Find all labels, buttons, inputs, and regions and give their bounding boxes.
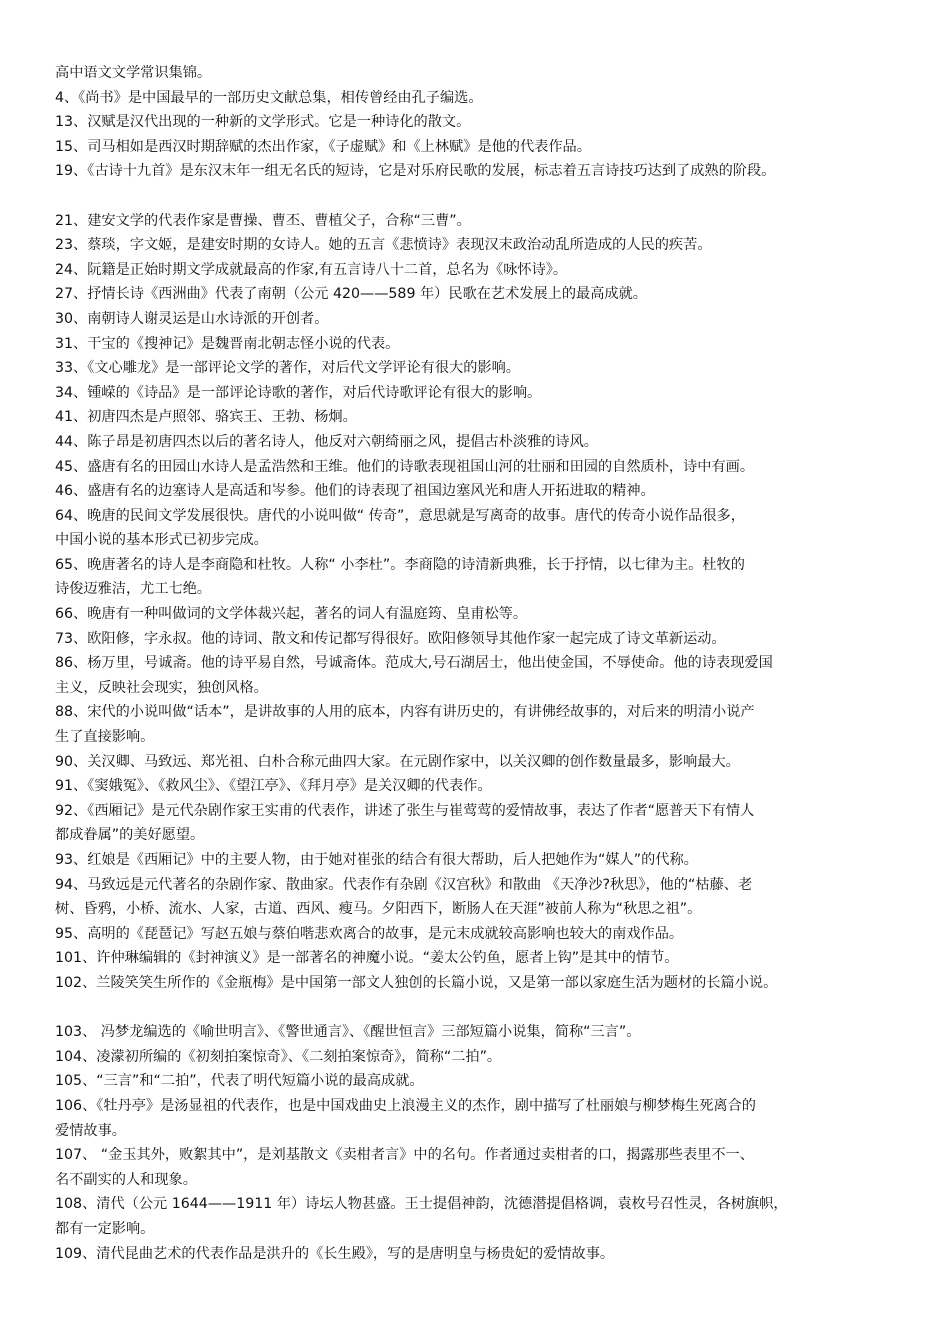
text-line: 30、南朝诗人谢灵运是山水诗派的开创者。 (55, 310, 329, 327)
text-line: 27、抒情长诗《西洲曲》代表了南朝（公元 420——589 年）民歌在艺术发展上的最高成就。 (55, 286, 647, 303)
text-line: 31、干宝的《搜神记》是魏晋南北朝志怪小说的代表。 (55, 335, 400, 352)
text-line: 主义，反映社会现实，独创风格。 (55, 679, 268, 696)
text-line: 107、 “金玉其外，败絮其中”，是刘基散文《卖柑者言》中的名句。作者通过卖柑者的口，揭露那些表里不一、 (55, 1147, 754, 1164)
list-item (55, 405, 940, 430)
list-item (55, 233, 940, 258)
list-item (55, 971, 940, 996)
text-line: 33、《文心雕龙》是一部评论文学的著作，对后代文学评论有很大的影响。 (55, 360, 520, 377)
list-item (55, 479, 940, 504)
list-item (55, 110, 940, 135)
list-item (55, 799, 940, 848)
blank-line (55, 996, 940, 1021)
list-item (55, 602, 940, 627)
text-line: 19、《古诗十九首》是东汉末年一组无名氏的短诗，它是对乐府民歌的发展，标志着五言诗技巧达到了成熟的阶段。 (55, 163, 776, 180)
text-line: 34、锺嵘的《诗品》是一部评论诗歌的著作，对后代诗歌评论有很大的影响。 (55, 384, 542, 401)
text-line: 105、“三言”和“二拍”，代表了明代短篇小说的最高成就。 (55, 1073, 424, 1090)
text-line: 45、盛唐有名的田园山水诗人是孟浩然和王维。他们的诗歌表现祖国山河的壮丽和田园的自然质朴，诗中有画。 (55, 458, 755, 475)
list-item (55, 356, 940, 381)
text-line: 104、凌濛初所编的《初刻拍案惊奇》、《二刻拍案惊奇》，简称“二拍”。 (55, 1048, 502, 1065)
text-line: 15、司马相如是西汉时期辞赋的杰出作家，《子虚赋》和《上林赋》是他的代表作品。 (55, 138, 591, 155)
list-item (55, 750, 940, 775)
text-line: 94、马致远是元代著名的杂剧作家、散曲家。代表作有杂剧《汉宫秋》和散曲 《天净沙?秋思》，他的“枯藤、老 (55, 876, 753, 893)
list-item (55, 922, 940, 947)
list-item (55, 86, 940, 111)
list-item (55, 1020, 940, 1045)
text-line: 108、清代（公元 1644——1911 年）诗坛人物甚盛。王士提倡神韵，沈德潜提倡格调，袁枚号召性灵，各树旗帜， (55, 1196, 788, 1213)
list-item (55, 307, 940, 332)
list-item (55, 553, 940, 602)
text-line: 23、蔡琰，字文姬，是建安时期的女诗人。她的五言《悲愤诗》表现汉末政治动乱所造成的人民的疾苦。 (55, 237, 712, 254)
list-item (55, 1069, 940, 1094)
list-item (55, 1242, 940, 1267)
list-item (55, 848, 940, 873)
text-line: 46、盛唐有名的边塞诗人是高适和岑参。他们的诗表现了祖国边塞风光和唐人开拓进取的精神。 (55, 483, 655, 500)
list-item (55, 332, 940, 357)
text-line: 13、汉赋是汉代出现的一种新的文学形式。它是一种诗化的散文。 (55, 114, 471, 131)
text-line: 树、昏鸦，小桥、流水、人家，古道、西风、瘦马。夕阳西下，断肠人在天涯”被前人称为“秋思之祖”。 (55, 901, 702, 918)
text-line: 爱情故事。 (55, 1122, 126, 1139)
text-line: 生了直接影响。 (55, 729, 155, 746)
list-item (55, 1192, 940, 1241)
list-item (55, 627, 940, 652)
text-line: 65、晚唐著名的诗人是李商隐和杜牧。人称“ 小李杜”。李商隐的诗清新典雅，长于抒情，以七律为主。杜牧的 (55, 556, 745, 573)
text-line: 73、欧阳修，字永叔。他的诗词、散文和传记都写得很好。欧阳修领导其他作家一起完成了诗文革新运动。 (55, 630, 726, 647)
list-item (55, 282, 940, 307)
list-item (55, 209, 940, 234)
text-line: 中国小说的基本形式已初步完成。 (55, 532, 268, 549)
list-item (55, 1143, 940, 1192)
document-body (55, 61, 940, 1266)
text-line: 103、 冯梦龙编选的《喻世明言》、《警世通言》、《醒世恒言》三部短篇小说集，简称“三言”。 (55, 1024, 641, 1041)
list-item (55, 455, 940, 480)
text-line: 4、《尚书》是中国最早的一部历史文献总集，相传曾经由孔子编选。 (55, 89, 483, 106)
list-item (55, 873, 940, 922)
list-item (55, 504, 940, 553)
text-line: 102、兰陵笑笑生所作的《金瓶梅》是中国第一部文人独创的长篇小说，又是第一部以家庭生活为题材的长篇小说。 (55, 974, 778, 991)
text-line: 名不副实的人和现象。 (55, 1171, 197, 1188)
list-item (55, 159, 940, 184)
blank-line (55, 184, 940, 209)
list-item (55, 651, 940, 700)
list-item (55, 135, 940, 160)
list-item (55, 258, 940, 283)
text-line: 21、建安文学的代表作家是曹操、曹丕、曹植父子，合称“三曹”。 (55, 212, 471, 229)
list-item (55, 1094, 940, 1143)
text-line: 106、《牡丹亭》是汤显祖的代表作，也是中国戏曲史上浪漫主义的杰作，剧中描写了杜丽娘与柳梦梅生死离合的 (55, 1097, 756, 1114)
text-line: 66、晚唐有一种叫做词的文学体裁兴起，著名的词人有温庭筠、皇甫松等。 (55, 606, 528, 623)
text-line: 86、杨万里，号诚斋。他的诗平易自然，号诚斋体。范成大,号石湖居士，他出使金国，不辱使命。他的诗表现爱国 (55, 655, 773, 672)
list-item (55, 1045, 940, 1070)
text-line: 88、宋代的小说叫做“话本”，是讲故事的人用的底本，内容有讲历史的，有讲佛经故事的，对后来的明清小说产 (55, 704, 755, 721)
text-line: 44、陈子昂是初唐四杰以后的著名诗人，他反对六朝绮丽之风，提倡古朴淡雅的诗风。 (55, 433, 598, 450)
text-line: 64、晚唐的民间文学发展很快。唐代的小说叫做“ 传奇”，意思就是写离奇的故事。唐代的传奇小说作品很多， (55, 507, 745, 524)
list-item (55, 946, 940, 971)
text-line: 95、高明的《琵琶记》写赵五娘与蔡伯喈悲欢离合的故事，是元末成就较高影响也较大的南戏作品。 (55, 925, 684, 942)
list-item (55, 774, 940, 799)
text-line: 91、《窦娥冤》、《救风尘》、《望江亭》、《拜月亭》是关汉卿的代表作。 (55, 778, 492, 795)
text-line: 93、红娘是《西厢记》中的主要人物，由于她对崔张的结合有很大帮助，后人把她作为“媒人”的代称。 (55, 852, 698, 868)
text-line: 90、关汉卿、马致远、郑光祖、白朴合称元曲四大家。在元剧作家中，以关汉卿的创作数量最多，影响最大。 (55, 753, 740, 770)
text-line: 24、阮籍是正始时期文学成就最高的作家,有五言诗八十二首，总名为《咏怀诗》。 (55, 261, 568, 278)
text-line: 都成眷属”的美好愿望。 (55, 827, 205, 844)
list-item (55, 700, 940, 749)
text-line: 101、许仲琳编辑的《封神演义》是一部著名的神魔小说。“姜太公钓鱼，愿者上钩”是其中的情节。 (55, 950, 679, 967)
text-line: 诗俊迈雅洁，尤工七绝。 (55, 581, 212, 598)
text-line: 都有一定影响。 (55, 1220, 155, 1237)
text-line: 92、《西厢记》是元代杂剧作家王实甫的代表作，讲述了张生与崔莺莺的爱情故事，表达了作者“愿普天下有情人 (55, 802, 755, 819)
document-title: 高中语文文学常识集锦。 (55, 65, 212, 81)
text-line: 41、初唐四杰是卢照邻、骆宾王、王勃、杨炯。 (55, 409, 357, 426)
list-item (55, 381, 940, 406)
list-item (55, 430, 940, 455)
text-line: 109、清代昆曲艺术的代表作品是洪升的《长生殿》，写的是唐明皇与杨贵妃的爱情故事。 (55, 1245, 615, 1262)
